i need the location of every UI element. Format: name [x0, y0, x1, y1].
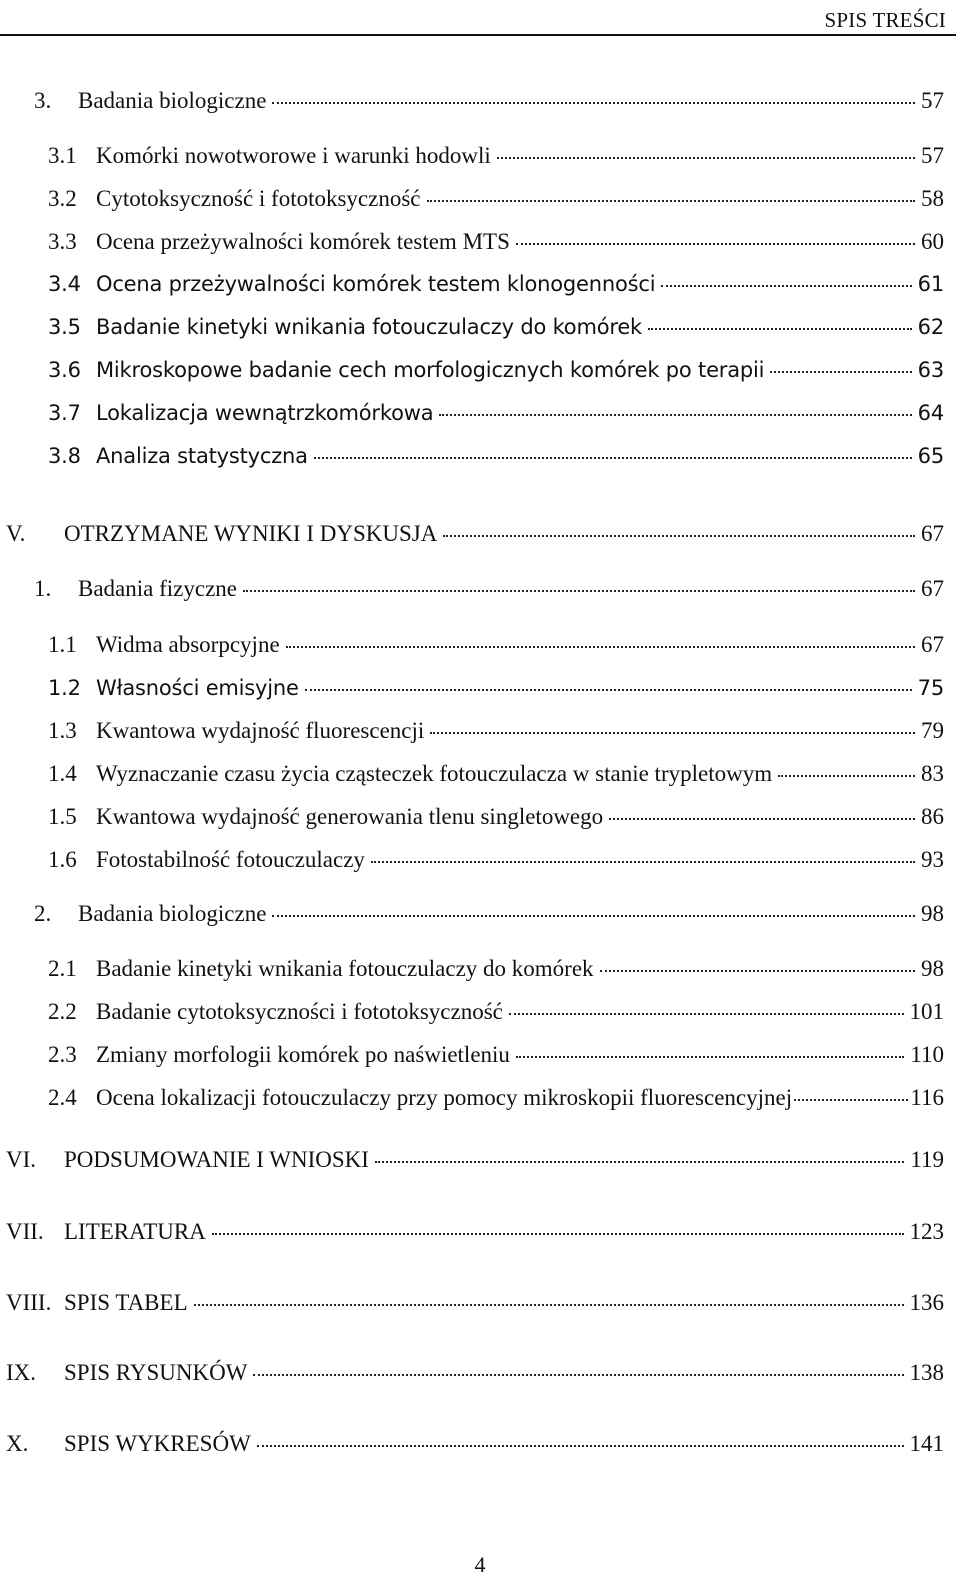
toc-entry-page: 98	[921, 901, 944, 926]
dot-leader	[516, 242, 915, 245]
dot-leader	[257, 1444, 904, 1447]
toc-entry[interactable]	[48, 955, 944, 983]
dot-leader	[253, 1373, 903, 1376]
toc-entry-page: 83	[921, 761, 944, 786]
toc-entry-page: 141	[909, 1431, 944, 1456]
toc-entry[interactable]	[6, 1218, 944, 1246]
toc-entry-number: 1.5	[48, 804, 77, 829]
toc-entry[interactable]	[48, 674, 944, 702]
toc-entry-page: 65	[917, 444, 944, 468]
toc-entry[interactable]	[6, 1359, 944, 1387]
toc-entry[interactable]	[48, 185, 944, 213]
toc-entry-title: SPIS TABEL	[64, 1290, 188, 1315]
toc-entry[interactable]	[48, 1084, 944, 1112]
toc-entry-page: 138	[909, 1360, 944, 1385]
toc-entry-number: 1.2	[48, 676, 81, 700]
toc-entry-number: X.	[6, 1431, 29, 1456]
toc-entry-number: 2.2	[48, 999, 77, 1024]
dot-leader	[371, 860, 915, 863]
toc-entry-number: IX.	[6, 1360, 37, 1385]
toc-entry[interactable]	[48, 442, 944, 470]
toc-entry-number: 1.4	[48, 761, 77, 786]
dot-leader	[443, 534, 915, 537]
toc-entry[interactable]	[34, 87, 944, 115]
toc-entry[interactable]	[34, 900, 944, 928]
toc-entry[interactable]	[48, 803, 944, 831]
toc-entry-page: 79	[921, 718, 944, 743]
toc-entry-number: VIII.	[6, 1290, 52, 1315]
toc-entry[interactable]	[48, 356, 944, 384]
toc-entry[interactable]	[48, 270, 944, 298]
toc-entry-title: SPIS WYKRESÓW	[64, 1431, 251, 1456]
toc-entry[interactable]	[48, 142, 944, 170]
toc-entry-number: 3.1	[48, 143, 77, 168]
toc-entry-page: 67	[921, 576, 944, 601]
dot-leader	[286, 645, 915, 648]
dot-leader	[609, 817, 915, 820]
toc-entry[interactable]	[34, 575, 944, 603]
toc-entry-number: 1.6	[48, 847, 77, 872]
toc-entry[interactable]	[48, 760, 944, 788]
toc-entry-title: Mikroskopowe badanie cech morfologicznych komórek po terapii	[96, 358, 765, 382]
toc-entry-title: Cytotoksyczność i fototoksyczność	[96, 186, 421, 211]
toc-entry-page: 101	[909, 999, 944, 1024]
toc-entry-page: 75	[917, 676, 944, 700]
toc-entry-title: Lokalizacja wewnątrzkomórkowa	[96, 401, 434, 425]
toc-entry-title: SPIS RYSUNKÓW	[64, 1360, 248, 1385]
dot-leader	[212, 1232, 904, 1235]
toc-entry-title: Analiza statystyczna	[96, 444, 308, 468]
toc-entry-title: Kwantowa wydajność fluorescencji	[96, 718, 425, 743]
dot-leader	[243, 589, 915, 592]
toc-entry-page: 64	[917, 401, 944, 425]
toc-entry-page: 119	[910, 1147, 944, 1172]
toc-entry-number: 2.1	[48, 956, 77, 981]
toc-entry-number: 1.1	[48, 632, 77, 657]
toc-entry[interactable]	[6, 1146, 944, 1174]
dot-leader	[272, 914, 915, 917]
toc-entry-title: Komórki nowotworowe i warunki hodowli	[96, 143, 491, 168]
toc-entry-number: VI.	[6, 1147, 37, 1172]
toc-entry-number: 3.5	[48, 315, 81, 339]
toc-entry-number: 1.	[34, 576, 52, 601]
toc-entry-number: 3.2	[48, 186, 77, 211]
toc-entry[interactable]	[48, 717, 944, 745]
toc-entry-title: Wyznaczanie czasu życia cząsteczek fotouczulacza w stanie trypletowym	[96, 761, 773, 786]
toc-entry-title: Badanie cytotoksyczności i fototoksyczność	[96, 999, 503, 1024]
toc-entry-title: Widma absorpcyjne	[96, 632, 280, 657]
toc-entry-page: 61	[917, 272, 944, 296]
toc-entry[interactable]	[6, 520, 944, 548]
toc-entry-number: 2.	[34, 901, 52, 926]
dot-leader	[600, 969, 915, 972]
toc-entry-number: 2.3	[48, 1042, 77, 1067]
toc-entry[interactable]	[6, 1430, 944, 1458]
dot-leader	[648, 327, 912, 330]
toc-entry-page: 67	[921, 521, 944, 546]
toc-entry-title: Kwantowa wydajność generowania tlenu singletowego	[96, 804, 604, 829]
toc-entry-number: 3.6	[48, 358, 81, 382]
dot-leader	[497, 156, 915, 159]
toc-entry-page: 60	[921, 229, 944, 254]
toc-entry-page: 67	[921, 632, 944, 657]
toc-entry-title: Badanie kinetyki wnikania fotouczulaczy do komórek	[96, 315, 642, 339]
dot-leader	[314, 456, 912, 459]
dot-leader	[516, 1055, 904, 1058]
page-header-title: SPIS TREŚCI	[824, 8, 946, 32]
dot-leader	[770, 370, 911, 373]
toc-entry[interactable]	[48, 228, 944, 256]
toc-entry-title: PODSUMOWANIE I WNIOSKI	[64, 1147, 369, 1172]
toc-entry[interactable]	[48, 399, 944, 427]
toc-entry-number: 3.8	[48, 444, 81, 468]
toc-entry-number: 3.	[34, 88, 52, 113]
toc-entry-title: LITERATURA	[64, 1219, 206, 1244]
dot-leader	[661, 284, 911, 287]
toc-entry[interactable]	[48, 313, 944, 341]
toc-entry-number: 3.4	[48, 272, 81, 296]
dot-leader	[509, 1012, 904, 1015]
toc-entry-page: 123	[909, 1219, 944, 1244]
toc-entry-title: Badania biologiczne	[78, 88, 267, 113]
toc-entry-title: Własności emisyjne	[96, 676, 299, 700]
toc-entry-page: 93	[921, 847, 944, 872]
page-number: 4	[474, 1552, 486, 1577]
toc-entry-number: 1.3	[48, 718, 77, 743]
toc-entry-title: Zmiany morfologii komórek po naświetleniu	[96, 1042, 510, 1067]
toc-entry-page: 86	[921, 804, 944, 829]
toc-entry-page: 57	[921, 88, 944, 113]
toc-entry-number: 3.7	[48, 401, 81, 425]
toc-entry-title: Badanie kinetyki wnikania fotouczulaczy do komórek	[96, 956, 594, 981]
toc-entry-page: 136	[909, 1290, 944, 1315]
toc-entry-title: Badania fizyczne	[78, 576, 237, 601]
toc-entry-title: Badania biologiczne	[78, 901, 267, 926]
toc-entry-number: V.	[6, 521, 26, 546]
toc-entry[interactable]	[48, 1041, 944, 1069]
toc-entry-number: VII.	[6, 1219, 44, 1244]
dot-leader	[778, 774, 915, 777]
toc-entry-title: Ocena przeżywalności komórek testem MTS	[96, 229, 510, 254]
toc-entry-number: 2.4	[48, 1085, 77, 1110]
toc-entry-page: 116	[910, 1085, 944, 1110]
toc-entry-title: Ocena lokalizacji fotouczulaczy przy pomocy mikroskopii fluorescencyjnej	[96, 1085, 793, 1110]
dot-leader	[794, 1098, 908, 1101]
toc-entry[interactable]	[48, 998, 944, 1026]
dot-leader	[439, 413, 911, 416]
dot-leader	[305, 688, 912, 691]
toc-entry-title: OTRZYMANE WYNIKI I DYSKUSJA	[64, 521, 438, 546]
toc-entry-page: 62	[917, 315, 944, 339]
dot-leader	[194, 1303, 904, 1306]
dot-leader	[375, 1160, 904, 1163]
toc-entry-page: 98	[921, 956, 944, 981]
toc-entry-page: 57	[921, 143, 944, 168]
toc-entry[interactable]	[48, 846, 944, 874]
toc-entry-page: 110	[910, 1042, 944, 1067]
dot-leader	[430, 731, 915, 734]
dot-leader	[427, 199, 915, 202]
toc-entry-number: 3.3	[48, 229, 77, 254]
dot-leader	[272, 101, 915, 104]
toc-entry-title: Ocena przeżywalności komórek testem klonogenności	[96, 272, 656, 296]
toc-entry[interactable]	[48, 631, 944, 659]
toc-entry-page: 58	[921, 186, 944, 211]
toc-entry-page: 63	[917, 358, 944, 382]
toc-entry[interactable]	[6, 1289, 944, 1317]
toc-entry-title: Fotostabilność fotouczulaczy	[96, 847, 365, 872]
